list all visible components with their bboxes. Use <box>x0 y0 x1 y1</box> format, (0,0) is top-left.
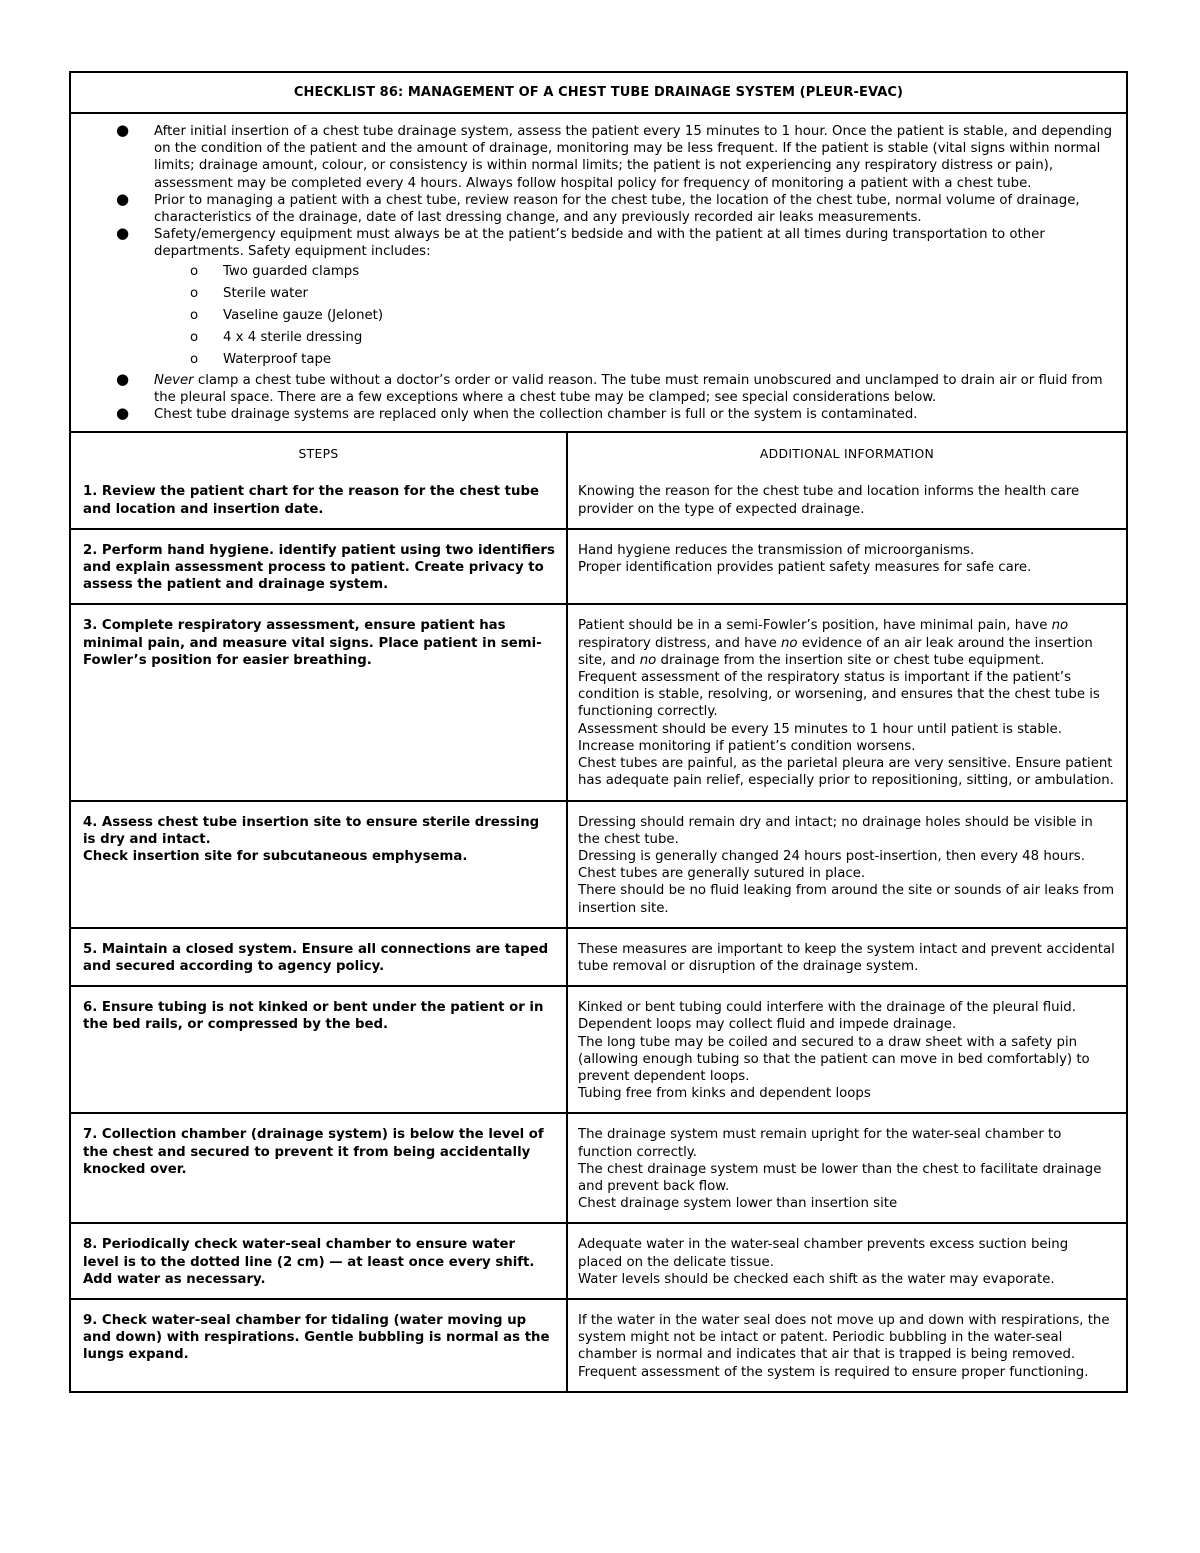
step-cell <box>71 604 567 800</box>
intro-section <box>71 114 1126 433</box>
info-text: Dressing is generally changed 24 hours post-insertion, then every 48 hours. Chest tubes are generally sutured in place. <box>578 848 1085 882</box>
bullet-icon: ● <box>116 121 130 139</box>
step-text: 4. Assess chest tube insertion site to ensure sterile dressing is dry and intact. <box>83 814 540 847</box>
equipment-item <box>83 305 1114 327</box>
table-row <box>71 1299 1126 1391</box>
step-cell <box>71 801 567 928</box>
circle-bullet-icon: o <box>190 330 199 346</box>
step-text: 1. Review the patient chart for the reason for the chest tube and location and insertion date. <box>83 484 540 517</box>
table-header-row <box>71 433 1126 471</box>
step-text: 2. Perform hand hygiene. identify patient using two identifiers and explain assessment process to patient. Create privacy to assess the patient and drainage system. <box>83 542 555 593</box>
step-cell <box>71 986 567 1113</box>
intro-bullet-text: Prior to managing a patient with a chest tube, review reason for the chest tube, the location of the chest tube, normal volume of drainage, characteristics of the drainage, date of last dressing change, and any previously recorded air leaks measurements. <box>154 192 1080 226</box>
checklist-sheet <box>69 71 1128 1393</box>
table-row <box>71 529 1126 605</box>
intro-bullet <box>83 406 1114 423</box>
intro-bullet <box>83 369 1114 406</box>
circle-bullet-icon: o <box>190 263 199 279</box>
steps-table-body <box>71 471 1126 1390</box>
info-text: The chest drainage system must be lower than the chest to facilitate drainage and prevent back flow. <box>578 1161 1102 1194</box>
step-text: 3. Complete respiratory assessment, ensure patient has minimal pain, and measure vital signs. Place patient in semi-Fowler’s position for easier breathing. <box>83 618 542 668</box>
step-cell <box>71 1223 567 1299</box>
intro-bullet <box>83 189 1114 226</box>
info-text-fragment: respiratory distress, and have <box>578 635 781 651</box>
info-text: Knowing the reason for the chest tube and location informs the health care provider on the type of expected drainage. <box>578 484 1080 517</box>
info-cell <box>567 928 1126 986</box>
intro-bullet <box>83 226 1114 260</box>
no-emphasis: no <box>639 652 657 668</box>
info-column-header: ADDITIONAL INFORMATION <box>759 446 935 462</box>
equipment-item-text: Waterproof tape <box>223 352 332 368</box>
info-cell <box>567 604 1126 800</box>
info-text-fragment: evidence of an air leak around the insertion site, and <box>578 635 1093 668</box>
info-text: Assessment should be every 15 minutes to 1 hour until patient is stable. <box>578 721 1062 737</box>
checklist-title: CHECKLIST 86: MANAGEMENT OF A CHEST TUBE DRAINAGE SYSTEM (PLEUR-EVAC) <box>71 73 1126 114</box>
no-emphasis: no <box>1051 618 1069 634</box>
circle-bullet-icon: o <box>190 352 199 368</box>
info-text: The long tube may be coiled and secured to a draw sheet with a safety pin (allowing enough tubing so that the patient can move in bed comfortably) to prevent dependent loops. <box>578 1034 1090 1084</box>
step-text: 5. Maintain a closed system. Ensure all connections are taped and secured according to agency policy. <box>83 941 549 974</box>
equipment-item-text: 4 x 4 sterile dressing <box>223 330 363 346</box>
intro-bullet-text: Chest tube drainage systems are replaced only when the collection chamber is full or the system is contaminated. <box>154 407 918 423</box>
equipment-item-text: Sterile water <box>223 285 308 301</box>
circle-bullet-icon: o <box>190 308 199 324</box>
info-text: Tubing free from kinks and dependent loops <box>578 1086 871 1102</box>
table-row <box>71 928 1126 986</box>
step-cell <box>71 1299 567 1391</box>
never-emphasis: Never <box>154 372 194 388</box>
table-row <box>71 986 1126 1113</box>
info-text: The drainage system must remain upright for the water-seal chamber to function correctly. <box>578 1127 1062 1160</box>
step-cell <box>71 471 567 528</box>
info-text: Chest tubes are painful, as the parietal pleura are very sensitive. Ensure patient has adequate pain relief, especially prior to repositioning, sitting, or ambulation. <box>578 756 1114 789</box>
bullet-icon: ● <box>116 404 130 423</box>
info-text: Increase monitoring if patient’s condition worsens. <box>578 738 916 754</box>
table-row <box>71 604 1126 800</box>
info-cell <box>567 1299 1126 1391</box>
info-text: Adequate water in the water-seal chamber prevents excess suction being placed on the delicate tissue. <box>578 1237 1069 1270</box>
table-row <box>71 1113 1126 1223</box>
equipment-item-text: Vaseline gauze (Jelonet) <box>223 308 384 324</box>
info-text-fragment: drainage from the insertion site or chest tube equipment. <box>656 652 1045 668</box>
info-text: Kinked or bent tubing could interfere with the drainage of the pleural fluid. <box>578 1000 1076 1016</box>
info-text <box>578 617 1115 669</box>
bullet-icon: ● <box>116 189 130 208</box>
equipment-item <box>83 327 1114 349</box>
step-text: 6. Ensure tubing is not kinked or bent under the patient or in the bed rails, or compressed by the bed. <box>83 1000 544 1033</box>
step-cell <box>71 928 567 986</box>
info-text: These measures are important to keep the system intact and prevent accidental tube removal or disruption of the drainage system. <box>578 941 1115 974</box>
info-cell <box>567 529 1126 605</box>
info-text-fragment: Patient should be in a semi-Fowler’s position, have minimal pain, have <box>578 618 1052 634</box>
table-row <box>71 801 1126 928</box>
info-text: Dependent loops may collect fluid and impede drainage. <box>578 1017 957 1033</box>
step-text: 9. Check water-seal chamber for tidaling (water moving up and down) with respirations. Gentle bubbling is normal as the lungs expand. <box>83 1312 550 1363</box>
info-text: Chest drainage system lower than insertion site <box>578 1196 898 1212</box>
bullet-icon: ● <box>116 369 130 388</box>
info-cell <box>567 1223 1126 1299</box>
step-cell <box>71 1113 567 1223</box>
info-cell <box>567 986 1126 1113</box>
step-cell <box>71 529 567 605</box>
equipment-item <box>83 349 1114 371</box>
info-text: Hand hygiene reduces the transmission of microorganisms. <box>578 542 975 558</box>
equipment-item-text: Two guarded clamps <box>223 263 360 279</box>
info-text: Water levels should be checked each shift as the water may evaporate. <box>578 1271 1055 1287</box>
equipment-item <box>83 261 1114 283</box>
intro-bullet-text: Safety/emergency equipment must always be at the patient’s bedside and with the patient at all times during transportation to other departments. Safety equipment includes: <box>154 227 1045 260</box>
step-text: 8. Periodically check water-seal chamber to ensure water level is to the dotted line (2 cm) — at least once every shift. Add water as necessary. <box>83 1237 535 1287</box>
bullet-icon: ● <box>116 224 130 243</box>
info-cell <box>567 471 1126 528</box>
step-text: 7. Collection chamber (drainage system) is below the level of the chest and secured to prevent it from being accidentally knocked over. <box>83 1127 544 1177</box>
intro-bullet-text: After initial insertion of a chest tube drainage system, assess the patient every 15 minutes to 1 hour. Once the patient is stable, and depending on the condition of the patient and the amount of drainage, monitoring may be less frequent. If the patient is stable (vital signs within normal limits; drainage amount, colour, or consistency is within normal limits; the patient is not experiencing any respiratory distress or pain), assessment may be completed every 4 hours. Always follow hospital policy for frequency of monitoring a patient with a chest tube. <box>154 124 1113 191</box>
table-row <box>71 1223 1126 1299</box>
info-text: If the water in the water seal does not move up and down with respirations, the system might not be intact or patent. Periodic bubbling in the water-seal chamber is normal and indicates that air that is trapped is being removed. Frequent assessment of the system is required to ensure proper functioning. <box>578 1312 1110 1380</box>
intro-bullet-text: clamp a chest tube without a doctor’s order or valid reason. The tube must remain unobscured and unclamped to drain air or fluid from the pleural space. There are a few exceptions where a chest tube may be clamped; see special considerations below. <box>154 372 1103 405</box>
steps-table <box>71 433 1126 1391</box>
info-text: Frequent assessment of the respiratory status is important if the patient’s condition is stable, resolving, or worsening, and ensures that the chest tube is functioning correctly. <box>578 670 1100 720</box>
info-cell <box>567 1113 1126 1223</box>
steps-column-header: STEPS <box>71 433 567 471</box>
intro-bullet <box>83 123 1114 192</box>
equipment-item <box>83 283 1114 305</box>
info-cell <box>567 801 1126 928</box>
info-text: Proper identification provides patient safety measures for safe care. <box>578 560 1032 576</box>
circle-bullet-icon: o <box>190 285 199 301</box>
info-text: There should be no fluid leaking from around the site or sounds of air leaks from insertion site. <box>578 883 1115 916</box>
step-text: Check insertion site for subcutaneous emphysema. <box>83 848 468 864</box>
no-emphasis: no <box>780 635 798 651</box>
info-text: Dressing should remain dry and intact; no drainage holes should be visible in the chest tube. <box>578 814 1093 847</box>
table-row <box>71 471 1126 528</box>
